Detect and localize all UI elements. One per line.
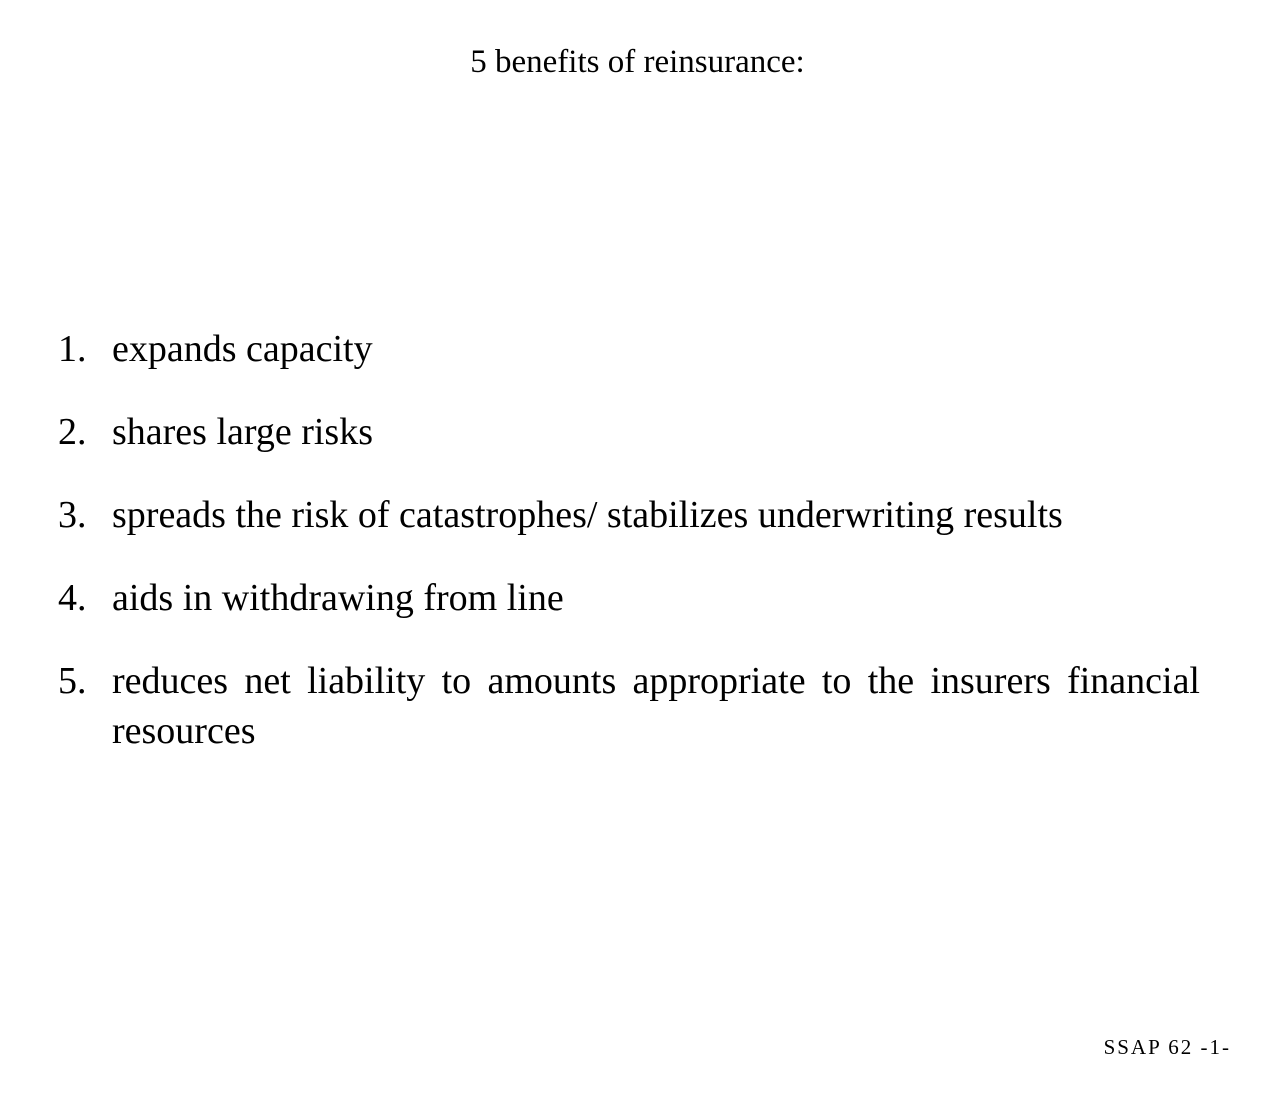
item-text: aids in withdrawing from line [112, 577, 564, 619]
list-item [52, 490, 1200, 540]
page-title: 5 benefits of reinsurance: [470, 44, 805, 80]
benefit-list [52, 324, 1200, 789]
item-number: 5. [58, 660, 87, 702]
item-text: shares large risks [112, 411, 374, 453]
item-number: 4. [58, 577, 87, 619]
item-text: reduces net liability to amounts appropriate to the insurers financial resources [112, 660, 1200, 752]
list-item [52, 573, 1200, 623]
list-item [52, 407, 1200, 457]
list-item [52, 656, 1200, 756]
item-number: 1. [58, 328, 87, 370]
list-item [52, 324, 1200, 374]
item-number: 3. [58, 494, 87, 536]
item-text: expands capacity [112, 328, 373, 370]
item-text: spreads the risk of catastrophes/ stabilizes underwriting results [112, 494, 1063, 536]
item-number: 2. [58, 411, 87, 453]
page-footer: SSAP 62 -1- [1103, 1035, 1231, 1059]
